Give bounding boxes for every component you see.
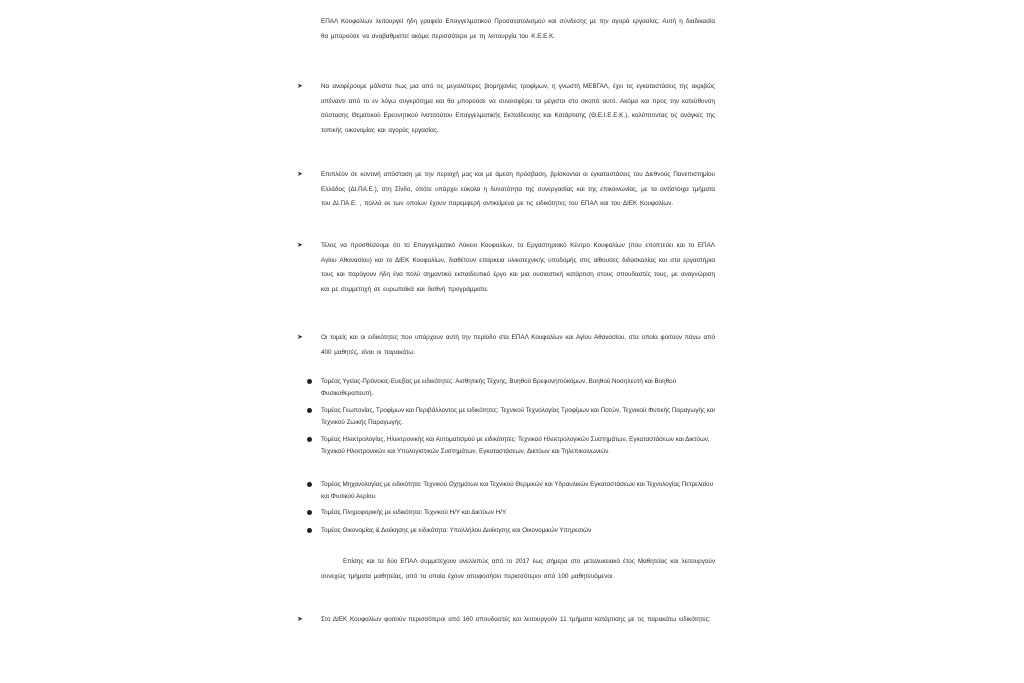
sector-item-text: Τομέας Πληροφορικής με ειδικότητα: Τεχνικού Η/Υ και Δικτύων Η/Υ. — [321, 509, 508, 516]
sector-list-item-2 — [321, 405, 715, 428]
arrow-item-text: Να αναφέρουμε μάλιστα πως μια από τις μεγαλύτερες βιομηχανίες τροφίμων, η γνωστή ΜΕΒΓΑΛ, έχει τις εγκαταστάσεις της ακριβώς απέναντι από το εν λόγω συγκρότημα και θα μπορούσε να συνεισφέρει τα μέγιστα στο σκοπό αυτό. Ακόμα και προς την κατεύθυνση σύστασης Θεματικού Ερευνητικού Ινστιτούτου Επαγγελματικής Εκπαίδευσης και Κατάρτισης (Θ.Ε.Ι.Ε.Ε.Κ.), καλύπτοντας τις ανάγκες της τοπικής οικονομίας και αγοράς εργασίας. — [321, 83, 715, 134]
sector-list-item-1 — [321, 376, 715, 399]
sector-list-item-4 — [321, 479, 715, 502]
sector-list-item-5 — [321, 507, 715, 519]
arrow-list-item-3 — [297, 239, 715, 297]
sector-item-text: Τομέας Μηχανολογίας με ειδικότητα: Τεχνικού Οχημάτων και Τεχνικού Θερμικών και Υδραυλικών Εγκαταστάσεων και Τεχνολογίας Πετρελαίου και Φυσικού Αερίου. — [321, 481, 714, 500]
sector-list-item-6 — [321, 525, 715, 537]
diek-list-item — [297, 613, 715, 628]
bullet-dot-icon — [307, 437, 312, 442]
arrow-item-text: Οι τομείς και οι ειδικότητες που υπάρχουν αυτή την περίοδο στα ΕΠΑΛ Κουφαλίων και Αγίου Αθανασίου, στα οποία φοιτούν πάνω από 400 μαθητές, είναι οι παρακάτω: — [321, 334, 715, 356]
bullet-dot-icon — [307, 408, 312, 413]
bullet-dot-icon — [307, 510, 312, 515]
bullet-dot-icon — [307, 482, 312, 487]
arrow-item-text: Στο ΔΙΕΚ Κουφαλίων φοιτούν περισσότεροι από 160 σπουδαστές και λειτουργούν 11 τμήματα κατάρτισης με τις παρακάτω ειδικότητες: — [321, 616, 711, 623]
intro-paragraph: ΕΠΑΛ Κουφαλίων λειτουργεί ήδη γραφείο Επαγγελματικού Προσανατολισμού και σύνδεσης με την αγορά εργασίας. Αυτή η διαδικασία θα μπορούσε να αναβαθμιστεί ακόμα περισσότερο με τη λειτουργία του Κ.Ε.Ε.Κ. — [321, 18, 715, 40]
sector-item-text: Τομέας Ηλεκτρολογίας, Ηλεκτρονικής και Αυτοματισμού με ειδικότητες: Τεχνικού Ηλεκτρολογικών Συστημάτων, Εγκαταστάσεων και Δικτύων, Τεχνικού Ηλεκτρονικών και Υπολογιστικών Συστημάτων, Εγκαταστάσεων, Δικτύων και Τηλεπικοινωνιών. — [321, 436, 710, 455]
arrow-bullet-icon: ➤ — [297, 616, 303, 623]
arrow-bullet-icon: ➤ — [297, 171, 303, 178]
arrow-list-item-1 — [297, 80, 715, 138]
sector-item-text: Τομέας Οικονομίας & Διοίκησης με ειδικότητα: Υπαλλήλου Διοίκησης και Οικονομικών Υπηρεσιών — [321, 527, 592, 534]
arrow-bullet-icon: ➤ — [297, 334, 303, 341]
sector-item-text: Τομέας Υγείας-Πρόνοιας-Ευεξίας με ειδικότητες: Αισθητικής Τέχνης, Βοηθού Βρεφονηπιοκόμων, Βοηθού Νοσηλευτή και Βοηθού Φυσικοθεραπευτή. — [321, 378, 677, 397]
arrow-item-text: Επιπλέον σε κοντινή απόσταση με την περιοχή μας και με άμεση πρόσβαση, βρίσκονται οι εγκαταστάσεις του Διεθνούς Πανεπιστημίου Ελλάδος (ΔΙ.ΠΑ.Ε.), στη Σίνδο, οπότε υπάρχει εύκολα η δυνατότητα της συνεργασίας και της επικοινωνίας, με τα αντίστοιχα τμήματα του ΔΙ.ΠΑ.Ε. , πολλά εκ των οποίων έχουν παρεμφερή αντικείμενα με τις ειδικότητες του ΕΠΑΛ και του ΔΙΕΚ Κουφαλίων. — [321, 171, 715, 208]
arrow-bullet-icon: ➤ — [297, 83, 303, 90]
sector-item-text: Τομέας Γεωπονίας, Τροφίμων και Περιβάλλοντος με ειδικότητες: Τεχνικού Τεχνολογίας Τροφίμων και Ποτών, Τεχνικού Φυτικής Παραγωγής και Τεχνικού Ζωικής Παραγωγής. — [321, 407, 715, 426]
arrow-list-item-4 — [297, 331, 715, 360]
sector-list-item-3 — [321, 434, 715, 457]
apprenticeship-paragraph: Επίσης και τα δύο ΕΠΑΛ συμμετέχουν ανελλιπώς από το 2017 έως σήμερα στο μεταλυκειακό έτος Μαθητείας και λειτουργούν συνεχώς τμήματα μαθητείας, από τα οποία έχουν αποφοιτήσει περισσότεροι από 100 μαθητευόμενοι. — [321, 558, 715, 580]
bullet-dot-icon — [307, 528, 312, 533]
arrow-item-text: Τέλος να προσθέσουμε ότι το Επαγγελματικό Λύκειο Κουφαλίων, το Εργαστηριακό Κέντρο Κουφαλίων (που εποπτεύει και το ΕΠΑΛ Αγίου Αθανασίου) και το ΔΙΕΚ Κουφαλίων, διαθέτουν επάρκεια υλικοτεχνικής υποδομής στις αίθουσες διδασκαλίας και στα εργαστήρια τους και παράγουν ήδη ένα πολύ σημαντικό εκπαιδευτικό έργο και μια ουσιαστική κατάρτιση στους σπουδαστές τους, με αναγνώριση και με συμμετοχή σε ευρωπαϊκά και διεθνή προγράμματα. — [321, 242, 715, 293]
arrow-list-item-2 — [297, 168, 715, 212]
arrow-bullet-icon: ➤ — [297, 242, 303, 249]
bullet-dot-icon — [307, 379, 312, 384]
